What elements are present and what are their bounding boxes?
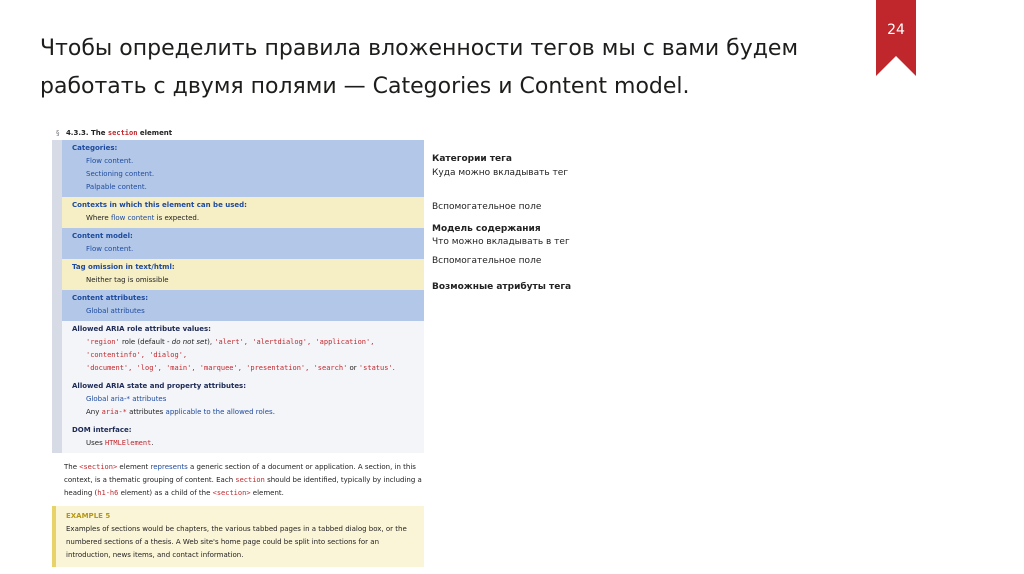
dom-suffix: . <box>151 439 154 447</box>
dom-prefix: Uses <box>86 439 105 447</box>
categories-band <box>62 140 424 197</box>
aria-role-text: . <box>392 364 395 372</box>
para-text: The <box>64 463 80 471</box>
category-item[interactable]: Flow content. <box>86 157 134 165</box>
aria-role-line <box>62 336 424 362</box>
flow-content-link[interactable]: flow content <box>110 214 155 222</box>
note-aux-1: Вспомогательное поле <box>432 202 542 212</box>
aria-role-text: ), <box>207 338 215 346</box>
para-text: element. <box>250 489 284 497</box>
spec-header <box>52 126 424 140</box>
global-aria-link <box>62 393 424 406</box>
section-code: section <box>235 476 265 484</box>
tag-omission-label[interactable]: Tag omission in text/html: <box>72 263 175 271</box>
aria-state-text: Any <box>86 408 102 416</box>
contexts-prefix: Where <box>86 214 109 222</box>
section-tag-code: <section> <box>79 463 118 471</box>
aria-state-line <box>62 406 424 419</box>
dom-interface-value <box>62 437 424 450</box>
dom-interface-label[interactable]: DOM interface: <box>72 426 132 434</box>
category-item[interactable]: Sectioning content. <box>86 170 155 178</box>
aria-state-text: attributes <box>126 408 166 416</box>
note-aux-2: Вспомогательное поле <box>432 256 542 266</box>
allowed-roles-link[interactable]: applicable to the allowed roles <box>165 408 273 416</box>
spec-definition-list <box>52 140 424 453</box>
note-content-model-desc: Что можно вкладывать в тег <box>432 237 570 247</box>
section-description <box>52 461 424 500</box>
section-tag-code: <section> <box>212 489 251 497</box>
example-text: Examples of sections would be chapters, the various tabbed pages in a tabbed dialog box, or the numbered sections of a thesis. A Web site's home page could be split into sections for an introduction, news items, and contact information. <box>66 525 407 559</box>
page-number-badge <box>876 0 916 76</box>
aria-state-text: . <box>272 408 275 416</box>
content-model-band <box>62 228 424 259</box>
aria-role-region[interactable]: 'region' <box>86 338 120 346</box>
aria-role-note: do not set <box>171 338 208 346</box>
spec-excerpt <box>52 126 424 567</box>
content-model-value[interactable]: Flow content. <box>86 245 134 253</box>
aria-role-line <box>62 362 424 375</box>
para-text: a generic section of a document or application. A section, in this context, is a thematic grouping of content. Each <box>64 463 416 484</box>
example-title[interactable]: EXAMPLE 5 <box>66 512 111 520</box>
contexts-band <box>62 197 424 228</box>
dom-interface-band <box>62 422 424 453</box>
represents-link[interactable]: represents <box>150 463 188 471</box>
tag-omission-band <box>62 259 424 290</box>
page-number: 24 <box>887 22 905 38</box>
section-link-icon[interactable]: § <box>56 129 60 137</box>
aria-role-values[interactable]: 'document', 'log', 'main', 'marquee', 'presentation', 'search' <box>86 364 348 372</box>
tag-omission-value: Neither tag is omissible <box>86 276 169 284</box>
aria-role-band <box>62 321 424 378</box>
content-attributes-label[interactable]: Content attributes: <box>72 294 149 302</box>
example-box <box>52 506 424 567</box>
aria-star-code: aria-* <box>101 408 127 416</box>
global-attributes-link[interactable]: Global attributes <box>86 307 145 315</box>
spec-header-code: section <box>107 129 138 137</box>
aria-state-band <box>62 378 424 422</box>
aria-role-label[interactable]: Allowed ARIA role attribute values: <box>72 325 211 333</box>
category-item[interactable]: Palpable content. <box>86 183 147 191</box>
para-text: should be identified, typically by including a heading ( <box>64 476 422 497</box>
badge-notch <box>876 56 916 76</box>
heading-range-link[interactable]: h1-h6 <box>97 489 119 497</box>
aria-role-text: role (default - <box>119 338 172 346</box>
content-model-label[interactable]: Content model: <box>72 232 133 240</box>
global-aria-text[interactable]: Global aria-* attributes <box>86 395 167 403</box>
content-attributes-band <box>62 290 424 321</box>
note-content-model-title: Модель содержания <box>432 224 541 234</box>
aria-state-label[interactable]: Allowed ARIA state and property attributes: <box>72 382 247 390</box>
spec-header-suffix: element <box>139 129 173 137</box>
note-attributes-title: Возможные атрибуты тега <box>432 282 572 292</box>
htmlelement-link[interactable]: HTMLElement <box>104 439 152 447</box>
note-categories-desc: Куда можно вкладывать тег <box>432 168 569 178</box>
categories-label[interactable]: Categories: <box>72 144 118 152</box>
spec-header-prefix: 4.3.3. The <box>65 129 106 137</box>
aria-role-status[interactable]: 'status' <box>358 364 393 372</box>
para-text: element) as a child of the <box>118 489 213 497</box>
slide-title: Чтобы определить правила вложенности тегов мы с вами будем работать с двумя полями — Categories и Content model. <box>40 36 799 99</box>
para-text: element <box>117 463 151 471</box>
contexts-value <box>62 212 424 225</box>
contexts-suffix: is expected. <box>156 214 200 222</box>
aria-role-text: or <box>347 364 359 372</box>
note-categories-title: Категории тега <box>432 154 512 164</box>
contexts-label[interactable]: Contexts in which this element can be used: <box>72 201 247 209</box>
aria-role-values[interactable]: 'alert', 'alertdialog', 'application', 'contentinfo', 'dialog', <box>86 338 375 359</box>
